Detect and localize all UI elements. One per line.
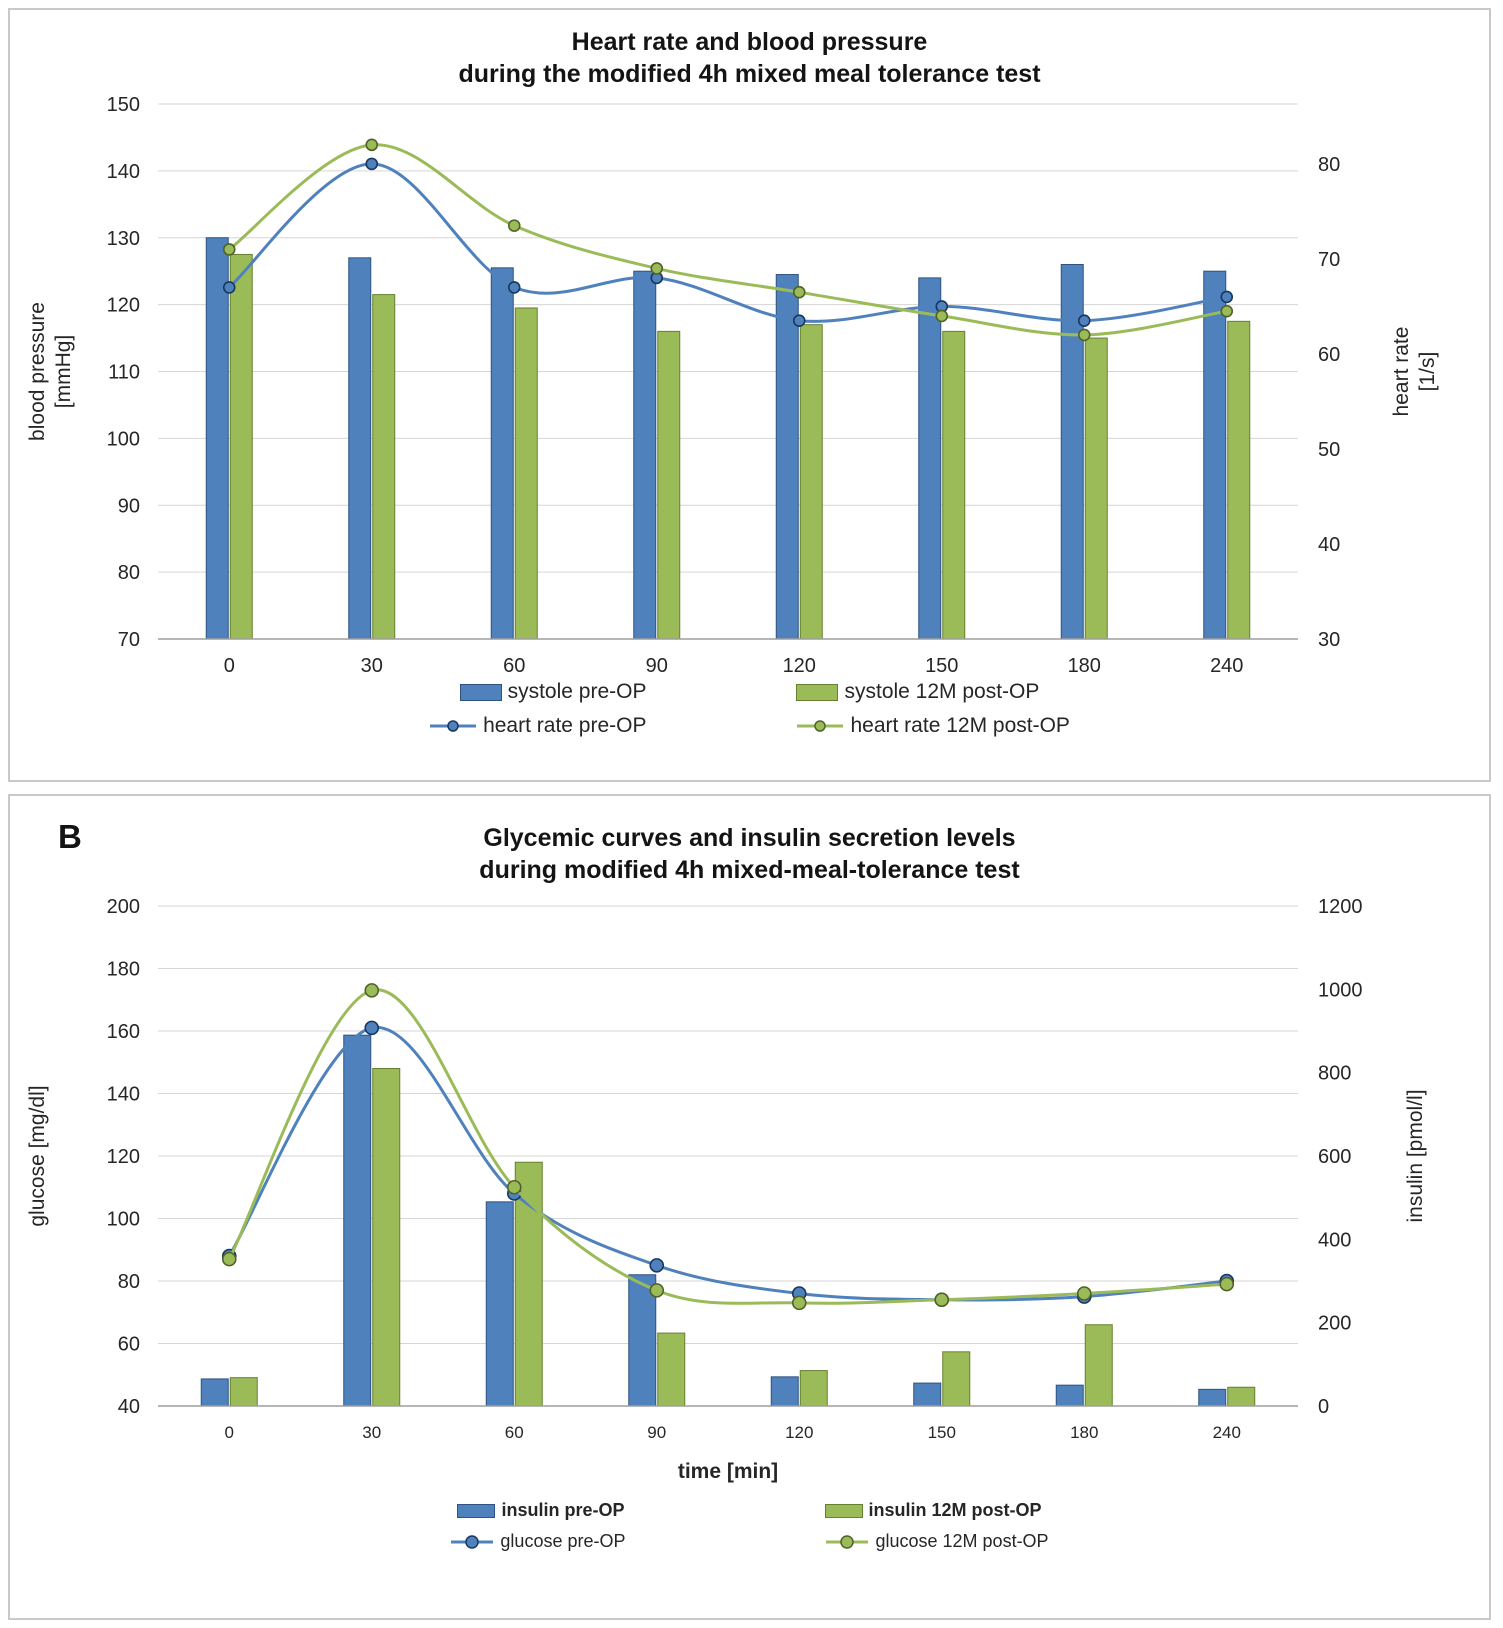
svg-text:140: 140 [106,1083,140,1106]
legend-item-heart-rate-pre-op [429,714,646,738]
legend-item-systole-pre-op [460,680,647,704]
svg-text:60: 60 [503,655,526,677]
svg-text:100: 100 [106,428,140,451]
svg-text:200: 200 [1318,1312,1352,1335]
chart-a-title-line2: during the modified 4h mixed meal tolerance test [458,60,1041,88]
svg-text:100: 100 [106,1208,140,1231]
svg-text:40: 40 [117,1396,140,1418]
svg-text:30: 30 [362,1423,382,1442]
chart-b-title-line2: during modified 4h mixed-meal-tolerance test [479,856,1020,884]
svg-text:time [min]: time [min] [677,1460,779,1483]
svg-text:800: 800 [1318,1062,1352,1085]
svg-text:90: 90 [647,1423,667,1442]
legend-item-systole-post-op [796,680,1039,704]
svg-text:180: 180 [1070,1423,1099,1442]
svg-text:1200: 1200 [1318,896,1363,918]
chart-a-title-line1: Heart rate and blood pressure [571,28,928,56]
legend-item-glucose-post-op [825,1531,1048,1552]
glucose-post-op-line-swatch [825,1533,869,1551]
systole-post-op-swatch [796,684,838,701]
svg-text:0: 0 [223,655,235,677]
panel-heart-rate-blood-pressure [8,8,1491,782]
legend-label: systole 12M post-OP [844,680,1040,703]
heart-rate-pre-op-line-swatch [429,718,477,734]
svg-text:180: 180 [1067,655,1101,677]
insulin-pre-op-swatch [457,1504,495,1518]
svg-text:40: 40 [1318,533,1341,556]
chart-b-legend [10,1500,1489,1552]
legend-label: systole pre-OP [507,680,647,703]
legend-label: glucose 12M post-OP [875,1531,1049,1551]
svg-text:70: 70 [117,629,140,651]
svg-text:120: 120 [106,294,140,317]
svg-text:140: 140 [106,160,140,183]
svg-text:[mmHg]: [mmHg] [52,334,75,409]
panel-glycemic-insulin [8,794,1491,1620]
legend-item-glucose-pre-op [450,1531,625,1552]
svg-text:240: 240 [1212,1423,1241,1442]
glucose-pre-op-line-swatch [450,1533,494,1551]
legend-label: heart rate 12M post-OP [850,714,1070,737]
svg-text:150: 150 [106,94,140,116]
svg-text:insulin [pmol/l]: insulin [pmol/l] [1404,1089,1427,1223]
svg-text:70: 70 [1318,248,1341,271]
svg-text:60: 60 [504,1423,524,1442]
svg-text:120: 120 [785,1423,814,1442]
svg-text:glucose [mg/dl]: glucose [mg/dl] [26,1085,49,1227]
legend-item-heart-rate-post-op [796,714,1069,738]
svg-text:130: 130 [106,227,140,250]
svg-text:200: 200 [106,896,140,918]
legend-item-insulin-pre-op [457,1500,624,1521]
panel-b-label: B [58,818,82,855]
systole-pre-op-swatch [460,684,502,701]
svg-text:120: 120 [782,655,816,677]
chart-b-legend-row-bars [457,1500,1041,1521]
chart-b-legend-row-lines [450,1531,1048,1552]
svg-text:80: 80 [117,1271,140,1293]
chart-a-plot-area [10,90,1489,678]
svg-text:90: 90 [645,655,668,677]
svg-text:blood pressure: blood pressure [26,302,49,441]
legend-label: insulin 12M post-OP [868,1500,1042,1520]
svg-text:30: 30 [1318,629,1341,651]
svg-text:0: 0 [1318,1396,1330,1418]
svg-text:90: 90 [117,495,140,518]
svg-text:80: 80 [1318,153,1341,176]
chart-a-legend-row-lines [429,714,1070,738]
svg-text:160: 160 [106,1021,140,1043]
chart-b-title-line1: Glycemic curves and insulin secretion levels [483,824,1016,852]
svg-text:110: 110 [108,361,140,384]
svg-text:240: 240 [1210,655,1244,677]
svg-text:heart rate: heart rate [1390,326,1413,417]
legend-label: insulin pre-OP [501,1500,625,1520]
svg-text:60: 60 [1318,343,1341,366]
svg-text:50: 50 [1318,438,1341,461]
chart-b-title [10,796,1489,886]
svg-text:150: 150 [927,1423,956,1442]
svg-text:[1/s]: [1/s] [1416,351,1439,392]
chart-b-plot-area [10,886,1489,1498]
svg-text:60: 60 [117,1333,140,1356]
svg-text:0: 0 [224,1423,234,1442]
insulin-post-op-swatch [825,1504,863,1518]
svg-text:1000: 1000 [1318,979,1363,1002]
svg-text:30: 30 [360,655,383,677]
svg-text:120: 120 [106,1146,140,1168]
legend-label: heart rate pre-OP [483,714,647,737]
svg-text:180: 180 [106,958,140,981]
heart-rate-post-op-line-swatch [796,718,844,734]
svg-text:150: 150 [925,655,959,677]
chart-a-legend-row-bars [460,680,1040,704]
chart-a-legend [10,680,1489,738]
svg-text:400: 400 [1318,1229,1352,1252]
svg-text:600: 600 [1318,1146,1352,1168]
legend-label: glucose pre-OP [500,1531,626,1551]
legend-item-insulin-post-op [825,1500,1042,1521]
chart-a-title [10,10,1489,90]
svg-text:80: 80 [117,562,140,585]
